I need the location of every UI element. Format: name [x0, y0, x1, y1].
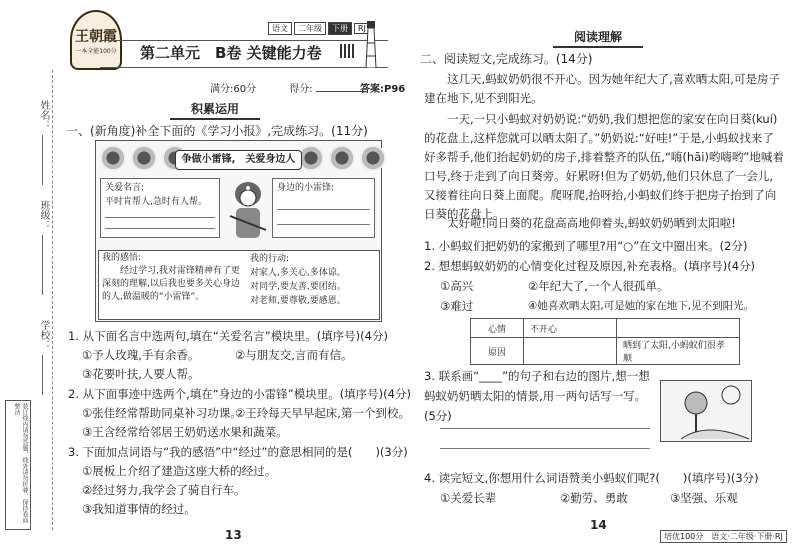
passage-p3: 太好啦!向日葵的花盘高高地仰着头,蚂蚁奶奶晒到太阳啦! [447, 216, 736, 230]
school-label: 学校： [38, 320, 49, 350]
q2-3-answer-line[interactable] [440, 428, 650, 429]
section-accumulation: 积累运用 [170, 100, 260, 120]
quote-blank[interactable] [105, 217, 215, 218]
qr-code-icon [340, 44, 354, 58]
action-label: 我的行动: [250, 254, 290, 264]
answer-ref: 答案:P96 [360, 84, 406, 95]
class-label: 班级： [38, 200, 49, 230]
binding-warning: 装订线内请勿答题，线外请勿折叠，保持卷面整洁 [5, 400, 31, 530]
quote-line: 平时肯帮人,急时有人帮。 [105, 197, 207, 207]
leifeng-module [272, 178, 375, 238]
lighthouse-icon [364, 18, 378, 68]
action-line: 对家人,多关心,多体谅。 [250, 268, 346, 278]
q2-2-opt1: ①高兴 [440, 279, 474, 293]
school-line [42, 355, 43, 395]
q2-4: 4. 读完短文,你想用什么词语赞美小蚂蚁们呢?( )(填序号)(3分) [424, 471, 759, 485]
page-number-left: 13 [225, 528, 242, 542]
action-module [250, 252, 376, 308]
q1-3: 3. 下面加点词语与“我的感悟”中“经过”的意思相同的是( )(3分) [68, 445, 408, 459]
mood-table [470, 318, 740, 365]
q2-heading: 二、阅读短文,完成练习。(14分) [420, 52, 593, 66]
q2-1: 1. 小蚂蚁们把奶奶的家搬到了哪里?用“○”在文中圈出来。(2分) [424, 239, 748, 253]
binding-dash-line [52, 70, 53, 530]
leifeng-label: 身边的小雷锋: [277, 183, 335, 193]
feel-label: 我的感悟: [102, 253, 142, 263]
q2-2: 2. 想想蚂蚁奶奶的心情变化过程及原因,补充表格。(填序号)(4分) [424, 259, 756, 273]
q1-1-opt1[interactable]: ①予人玫瑰,手有余香。 [82, 348, 200, 362]
badge-grade: 二年级 [294, 22, 326, 35]
name-label: 姓名： [38, 100, 49, 130]
q2-4-opt3[interactable]: ③坚强、乐观 [670, 491, 738, 505]
passage-p2: 一天,一只小蚂蚁对奶奶说:“奶奶,我们想把您的家安在向日葵(kuí)的花盘上,这样您就可以晒太阳了。”奶奶说:“好哇!”于是,小蚂蚁找来了好多帮手,他们抬起奶奶的房子,排着整齐的队伍,“嗨(hāi)哟嗨哟”地喊着口号,终于走到了向日葵旁。好累呀!但为了奶奶,他们只休息了一会儿,又接着往向日葵上面爬。爬呀爬,抬呀抬,小蚂蚁们终于把房子抬到了向日葵的花盘上。 [424, 112, 784, 221]
logo-text: 王朝霞 [75, 29, 117, 45]
badge-edition: RJ [354, 23, 370, 34]
footer-tag: 培优100分 语文·二年级·下册·RJ [660, 530, 787, 543]
quote-label: 关爱名言: [105, 183, 145, 193]
page-number-right: 14 [590, 518, 607, 532]
sunflower-illustration [660, 380, 752, 442]
leifeng-blank[interactable] [277, 224, 370, 225]
leifeng-blank[interactable] [277, 209, 370, 210]
q2-2-opt2: ②年纪大了,一个人很孤单。 [528, 279, 669, 293]
score-got-label: 得分: [289, 84, 313, 95]
q1-3-opt3[interactable]: ③我知道事情的经过。 [82, 502, 196, 516]
quote-module [100, 178, 220, 238]
class-line [42, 235, 43, 295]
badge-term: 下册 [328, 22, 352, 35]
poster-title: 争做小雷锋, 关爱身边人 [175, 150, 302, 170]
passage-p1: 这几天,蚂蚁奶奶很不开心。因为她年纪大了,喜欢晒太阳,可是房子建在地下,见不到阳光。 [424, 72, 780, 105]
reason-cell-blank[interactable] [524, 338, 617, 365]
logo-subtext: 一本全能100分 [75, 48, 117, 55]
q1-1-opt3[interactable]: ③花要叶扶,人要人帮。 [82, 367, 200, 381]
reason-row-head: 原因 [471, 338, 524, 365]
q1-heading: 一、(新角度)补全下面的《学习小报》,完成练习。(11分) [66, 124, 368, 138]
mood-row-head: 心情 [471, 319, 524, 338]
mood-cell: 不开心 [524, 319, 617, 338]
table-row [471, 319, 740, 338]
full-score: 满分:60分 [210, 84, 257, 95]
name-line [42, 135, 43, 185]
sunflower-icon [360, 145, 386, 171]
sunflower-icon [329, 145, 355, 171]
page-title: 第二单元 B卷 关键能力卷 [140, 44, 322, 62]
badge-subject: 语文 [268, 22, 292, 35]
sunflower-icon [131, 145, 157, 171]
q1-3-opt1[interactable]: ①展板上介绍了建造这座大桥的经过。 [82, 464, 277, 478]
score-got-blank[interactable] [316, 91, 366, 92]
q1-1: 1. 从下面名言中选两句,填在“关爱名言”模块里。(填序号)(4分) [68, 329, 388, 343]
binding-margin [0, 0, 62, 550]
q2-2-opt4: ④她喜欢晒太阳,可是她的家在地下,见不到阳光。 [528, 300, 755, 312]
quote-blank[interactable] [105, 228, 215, 229]
table-row [471, 338, 740, 365]
feel-module [102, 252, 240, 304]
q2-4-opt2[interactable]: ②勤劳、勇敢 [560, 491, 628, 505]
grade-badges [268, 22, 372, 35]
q1-2-opt2[interactable]: ②王玲每天早早起床,第一个到校。 [235, 406, 410, 420]
score-row [210, 80, 366, 95]
q1-2-opt3[interactable]: ③王含经常给邻居王奶奶送水果和蔬菜。 [82, 425, 288, 439]
mood-cell-blank[interactable] [617, 319, 740, 338]
q2-3: 3. 联系画“____”的句子和右边的图片,想一想蚂蚁奶奶晒太阳的情景,用一两句话写一写。(5分) [424, 369, 650, 423]
leifeng-figure [228, 178, 268, 248]
q1-3-opt2[interactable]: ②经过努力,我学会了骑自行车。 [82, 483, 246, 497]
action-line: 对同学,要友善,要团结。 [250, 282, 346, 292]
reason-cell: 晒到了太阳,小蚂蚁们很孝顺 [617, 338, 740, 365]
q1-2: 2. 从下面事迹中选两个,填在“身边的小雷锋”模块里。(填序号)(4分) [68, 387, 411, 401]
section-reading: 阅读理解 [553, 28, 643, 48]
action-line: 对老师,要尊敬,要感恩。 [250, 296, 346, 306]
q2-4-opt1[interactable]: ①关爱长辈 [440, 491, 497, 505]
q2-2-opt3: ③难过 [440, 299, 474, 313]
sunflower-icon [100, 145, 126, 171]
flower-row-right [298, 145, 386, 175]
q1-2-opt1[interactable]: ①张佳经常帮助同桌补习功课。 [82, 406, 242, 420]
q2-3-answer-line[interactable] [440, 448, 650, 449]
feel-text: 经过学习,我对雷锋精神有了更深刻的理解,以后我也要多关心身边的人,做温暖的“小雷锋”。 [102, 266, 240, 302]
q1-1-opt2[interactable]: ②与朋友交,言而有信。 [235, 348, 353, 362]
